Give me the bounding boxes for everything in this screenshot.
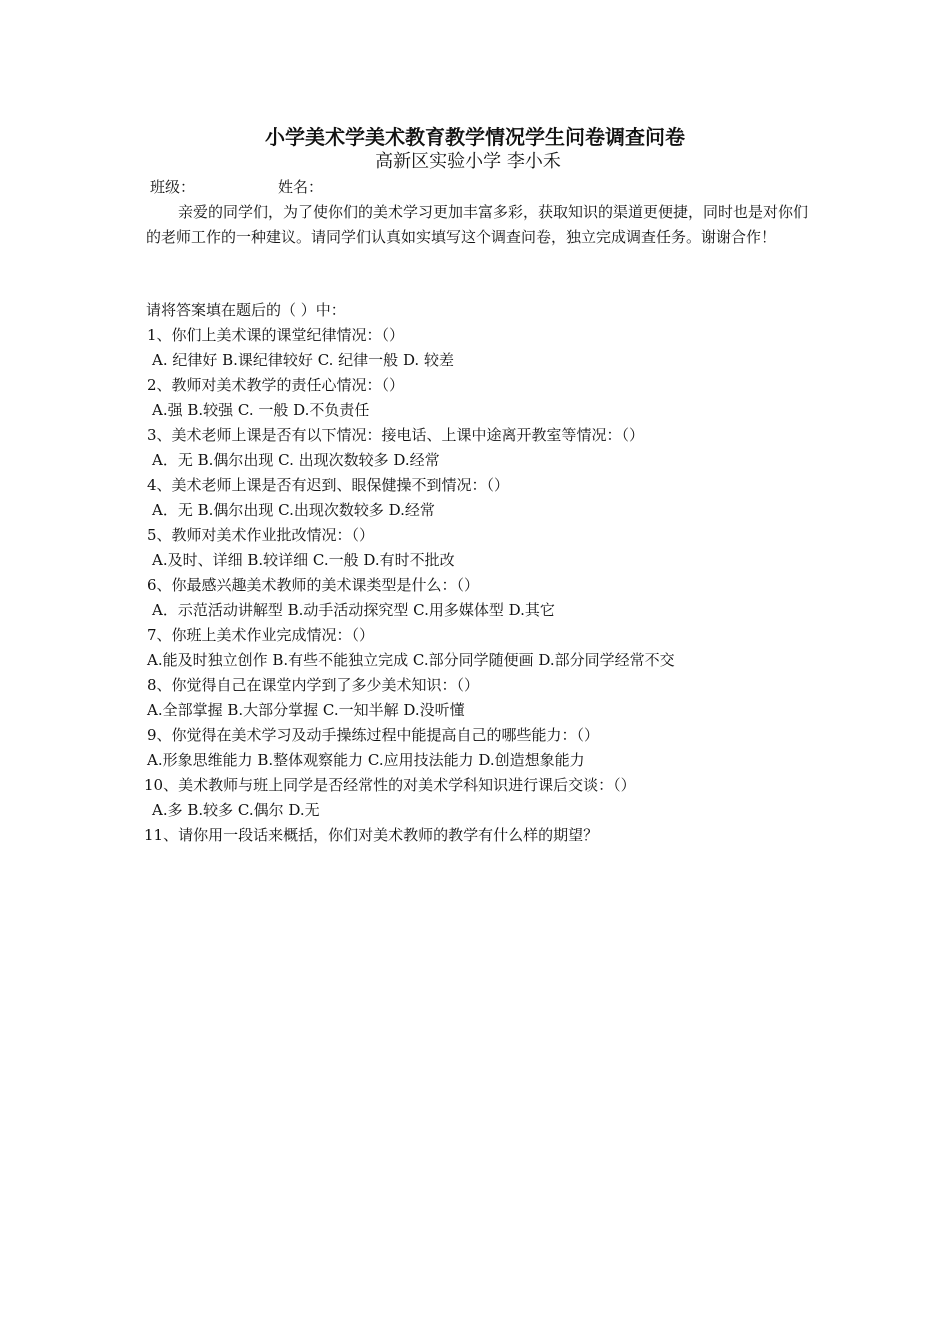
option-line: A.及时、详细 B.较详细 C.一般 D.有时不批改 [152,551,455,569]
question-line: 9、你觉得在美术学习及动手操练过程中能提高自己的哪些能力：（） [147,726,600,744]
question-line: 1、你们上美术课的课堂纪律情况：（） [147,326,405,344]
option-line: A.多 B.较多 C.偶尔 D.无 [152,801,320,819]
option-line: A.全部掌握 B.大部分掌握 C.一知半解 D.没听懂 [147,701,465,719]
option-line: A. 纪律好 B.课纪律较好 C. 纪律一般 D. 较差 [152,351,454,369]
intro-text: 亲爱的同学们，为了使你们的美术学习更加丰富多彩，获取知识的渠道更便捷，同时也是对你们的老师工作的一种建议。请同学们认真如实填写这个调查问卷，独立完成调查任务。谢谢合作！ [146,203,809,246]
question-line: 11、请你用一段话来概括，你们对美术教师的教学有什么样的期望？ [144,826,599,844]
intro-paragraph [146,200,822,250]
option-line: A．无 B.偶尔出现 C.出现次数较多 D.经常 [152,501,435,519]
class-label: 班级： [150,178,196,196]
document-title: 小学美术学美术教育教学情况学生问卷调查问卷 [265,125,685,149]
answer-instruction: 请将答案填在题后的（ ）中： [146,301,346,319]
name-label: 姓名： [278,178,324,196]
question-line: 3、美术老师上课是否有以下情况：接电话、上课中途离开教室等情况：（） [147,426,645,444]
question-line: 2、教师对美术教学的责任心情况：（） [147,376,405,394]
option-line: A．无 B.偶尔出现 C. 出现次数较多 D.经常 [152,451,440,469]
document-subtitle: 高新区实验小学 李小禾 [375,151,561,172]
option-line: A．示范活动讲解型 B.动手活动探究型 C.用多媒体型 D.其它 [152,601,555,619]
option-line: A.形象思维能力 B.整体观察能力 C.应用技法能力 D.创造想象能力 [147,751,585,769]
question-line: 8、你觉得自己在课堂内学到了多少美术知识：（） [147,676,480,694]
question-line: 10、美术教师与班上同学是否经常性的对美术学科知识进行课后交谈：（） [144,776,636,794]
question-line: 6、你最感兴趣美术教师的美术课类型是什么：（） [147,576,480,594]
question-line: 4、美术老师上课是否有迟到、眼保健操不到情况：（） [147,476,510,494]
option-line: A.强 B.较强 C. 一般 D.不负责任 [152,401,370,419]
question-line: 7、你班上美术作业完成情况：（） [147,626,375,644]
question-line: 5、教师对美术作业批改情况：（） [147,526,375,544]
option-line: A.能及时独立创作 B.有些不能独立完成 C.部分同学随便画 D.部分同学经常不交 [147,651,675,669]
